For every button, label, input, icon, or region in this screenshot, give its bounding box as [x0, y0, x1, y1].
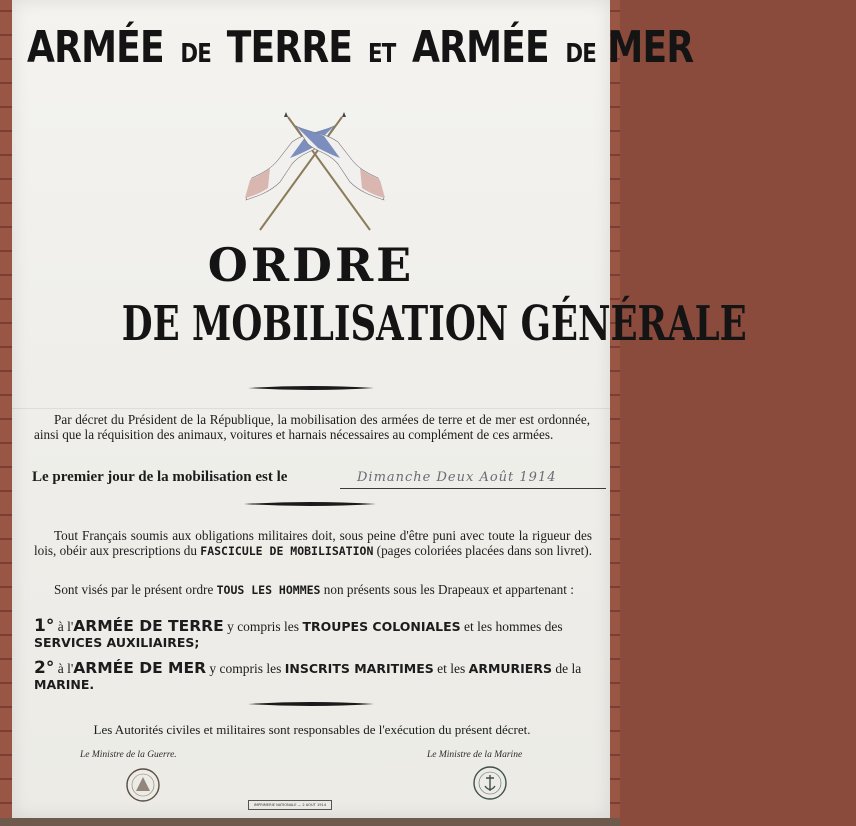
marine: MARINE.: [34, 677, 95, 692]
first-day-label: Le premier jour de la mobilisation est le: [32, 469, 288, 485]
obligations-text-2: (pages coloriées placées dans son livret).: [376, 543, 592, 558]
minister-navy-label: Le Ministre de la Marine: [427, 750, 523, 760]
item1-a: à l': [57, 619, 74, 634]
inscrits-maritimes: INSCRITS MARITIMES: [284, 661, 434, 676]
heading-ordre: ORDRE: [207, 238, 415, 292]
paper-fold: [12, 408, 610, 409]
crossed-flags-icon: [230, 112, 400, 232]
concerned-text-1: Sont visés par le présent ordre: [54, 582, 214, 597]
services-auxiliaires: SERVICES AUXILIAIRES;: [34, 635, 200, 650]
header-armee-2: ARMÉE: [411, 22, 549, 73]
item1-mid: y compris les: [227, 619, 300, 634]
poster-header: [12, 22, 694, 73]
mobilization-poster: [12, 0, 747, 818]
floor-strip: [0, 818, 620, 826]
printer-imprint: IMPRIMERIE NATIONALE — 2 AOUT 1914: [248, 800, 332, 810]
ornament-divider-3: [248, 700, 374, 708]
header-terre: TERRE: [227, 22, 353, 73]
authorities-statement: Les Autorités civiles et militaires sont responsables de l'exécution du présent décret.: [93, 722, 531, 737]
ornament-divider-1: [248, 384, 374, 392]
header-mer: MER: [607, 22, 694, 73]
armuriers: ARMURIERS: [468, 661, 552, 676]
heading-mobilisation: [12, 296, 747, 352]
item1-mid2: et les hommes des: [464, 619, 563, 634]
troupes-coloniales: TROUPES COLONIALES: [302, 619, 461, 634]
item2-a: à l': [57, 661, 74, 676]
decree-paragraph: Par décret du Président de la République, la mobilisation des armées de terre et de mer est ordonnée, ainsi que la réquisition des animaux, voitures et harnais nécessaires au complément de ces armées.: [34, 412, 590, 442]
header-de-1: DE: [180, 39, 212, 69]
heading-mobilisation-text: DE MOBILISATION GÉNÉRALE: [121, 296, 747, 352]
item-number-1: 1°: [34, 616, 55, 636]
army-land-item: [34, 618, 594, 651]
obligations-paragraph: [34, 528, 592, 559]
fascicule-label: FASCICULE DE MOBILISATION: [200, 544, 374, 558]
minister-war-label: Le Ministre de la Guerre.: [80, 750, 177, 760]
concerned-paragraph: [34, 582, 592, 598]
item2-mid2: et les: [437, 661, 466, 676]
header-et: ET: [367, 39, 396, 69]
obligations-text-1: Tout Français soumis aux obligations militaires doit, sous peine d'être puni avec toute la rigueur des lois, obéir aux prescriptions du: [34, 528, 592, 558]
item2-end: de la: [555, 661, 582, 676]
brick-wall-left: [0, 0, 12, 826]
navy-ministry-seal-icon: [472, 765, 508, 801]
item-number-2: 2°: [34, 658, 55, 678]
concerned-text-2: non présents sous les Drapeaux et appartenant :: [323, 582, 574, 597]
tous-les-hommes: TOUS LES HOMMES: [216, 583, 321, 597]
armee-de-mer: ARMÉE DE MER: [73, 659, 207, 677]
header-armee-1: ARMÉE: [27, 22, 164, 73]
handwritten-date: Dimanche Deux Août 1914: [357, 470, 557, 485]
item2-mid: y compris les: [209, 661, 282, 676]
armee-de-terre: ARMÉE DE TERRE: [73, 617, 224, 635]
header-de-2: DE: [565, 39, 597, 69]
army-sea-item: [34, 660, 594, 693]
ornament-divider-2: [244, 500, 376, 508]
brick-wall-right: [610, 0, 620, 826]
war-ministry-seal-icon: [125, 767, 161, 803]
